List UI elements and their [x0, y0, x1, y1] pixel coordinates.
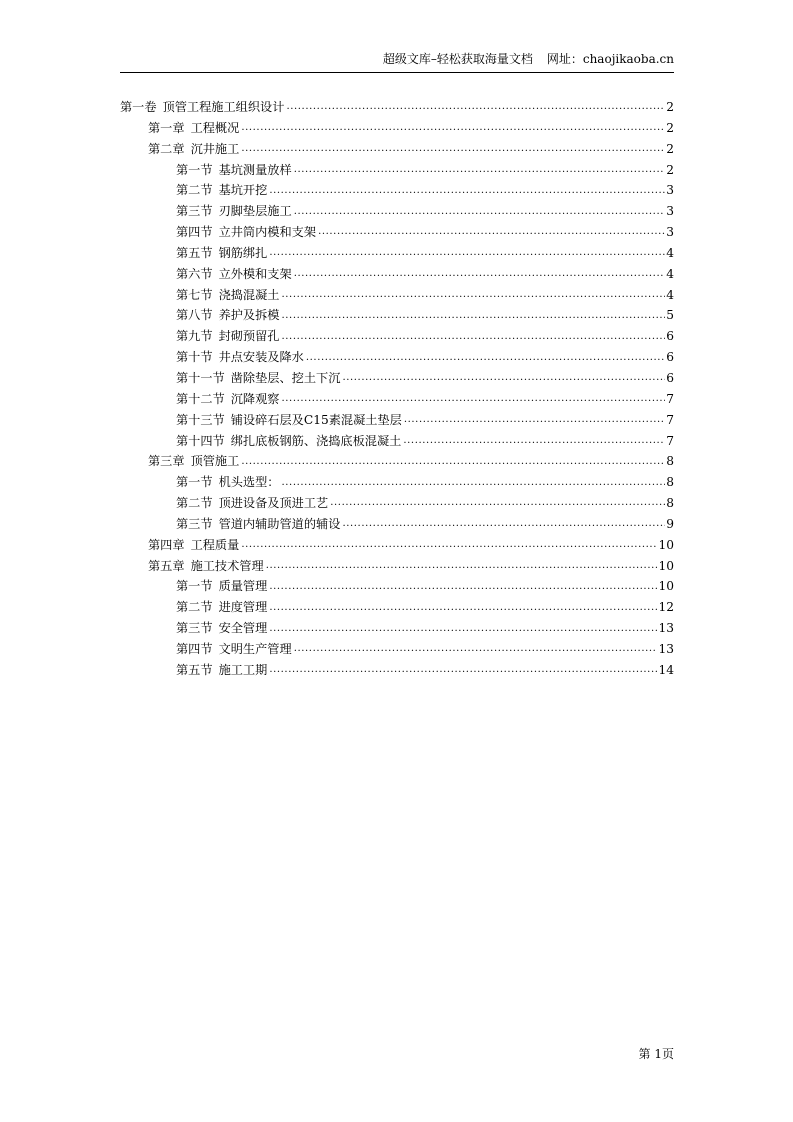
toc-entry-page: 12	[658, 600, 674, 615]
toc-entry[interactable]	[120, 180, 674, 201]
toc-entry[interactable]	[120, 660, 674, 681]
toc-entry[interactable]	[120, 285, 674, 306]
header-url[interactable]: chaojikaoba.cn	[582, 52, 674, 66]
toc-entry-title: 凿除垫层、挖土下沉	[230, 370, 341, 385]
toc-entry[interactable]	[120, 576, 674, 597]
toc-entry-page: 10	[658, 579, 674, 594]
toc-entry-number: 第三节	[176, 621, 213, 636]
toc-entry-number: 第一节	[176, 475, 213, 490]
toc-entry-page: 2	[666, 141, 674, 156]
toc-entry-page: 10	[658, 558, 674, 573]
toc-entry[interactable]	[120, 535, 674, 556]
toc-entry-title: 绑扎底板钢筋、浇捣底板混凝土	[230, 433, 402, 448]
page-header	[120, 50, 674, 73]
toc-dot-leader	[342, 517, 665, 531]
toc-entry-page: 7	[666, 391, 674, 406]
toc-entry-page: 3	[666, 183, 674, 198]
toc-entry[interactable]	[120, 326, 674, 347]
toc-entry[interactable]	[120, 264, 674, 285]
toc-dot-leader	[269, 580, 657, 594]
toc-entry-number: 第十节	[176, 350, 213, 365]
header-url-label: 网址：	[546, 52, 583, 66]
toc-entry-title: 立外模和支架	[218, 266, 292, 281]
toc-entry-page: 8	[666, 454, 674, 469]
header-site-name: 超级文库–轻松获取海量文档	[382, 52, 533, 66]
toc-dot-leader	[241, 538, 657, 552]
toc-entry-page: 8	[666, 496, 674, 511]
toc-entry-title: 顶管施工	[190, 454, 240, 469]
toc-entry-page: 3	[666, 225, 674, 240]
toc-entry-number: 第一节	[176, 579, 213, 594]
toc-entry-title: 井点安装及降水	[218, 350, 304, 365]
toc-entry[interactable]	[120, 160, 674, 181]
toc-dot-leader	[286, 100, 665, 114]
toc-entry[interactable]	[120, 410, 674, 431]
toc-dot-leader	[241, 121, 665, 135]
toc-entry-number: 第九节	[176, 329, 213, 344]
toc-entry-page: 2	[666, 120, 674, 135]
toc-entry-number: 第三节	[176, 204, 213, 219]
toc-entry[interactable]	[120, 514, 674, 535]
toc-entry[interactable]	[120, 305, 674, 326]
toc-entry-title: 沉降观察	[230, 391, 280, 406]
toc-entry[interactable]	[120, 639, 674, 660]
toc-entry-number: 第十二节	[176, 391, 225, 406]
toc-entry[interactable]	[120, 97, 674, 118]
toc-dot-leader	[282, 288, 666, 302]
toc-entry-title: 浇捣混凝土	[218, 287, 280, 302]
toc-entry-page: 14	[658, 662, 674, 677]
toc-entry-number: 第十四节	[176, 433, 225, 448]
toc-entry-number: 第三节	[176, 516, 213, 531]
toc-entry-page: 13	[658, 621, 674, 636]
toc-dot-leader	[269, 184, 665, 198]
toc-dot-leader	[342, 371, 665, 385]
toc-entry-title: 施工技术管理	[190, 558, 264, 573]
toc-entry-number: 第一节	[176, 162, 213, 177]
toc-entry[interactable]	[120, 389, 674, 410]
toc-entry[interactable]	[120, 222, 674, 243]
toc-entry-title: 顶管工程施工组织设计	[162, 100, 285, 114]
toc-entry[interactable]	[120, 368, 674, 389]
toc-entry-page: 7	[666, 433, 674, 448]
toc-dot-leader	[241, 142, 665, 156]
toc-entry-title: 基坑开挖	[218, 183, 268, 198]
toc-entry-number: 第一卷	[120, 100, 157, 114]
toc-entry-page: 6	[666, 370, 674, 385]
toc-dot-leader	[282, 330, 666, 344]
toc-dot-leader	[282, 476, 666, 490]
toc-entry-title: 沉井施工	[190, 141, 240, 156]
toc-dot-leader	[282, 309, 666, 323]
toc-entry-number: 第四节	[176, 641, 213, 656]
toc-entry-title: 养护及拆模	[218, 308, 280, 323]
toc-entry-number: 第十三节	[176, 412, 225, 427]
toc-dot-leader	[294, 205, 666, 219]
toc-entry-page: 5	[666, 308, 674, 323]
toc-entry-page: 4	[666, 266, 674, 281]
toc-entry-title: 工程概况	[190, 120, 240, 135]
toc-entry-number: 第六节	[176, 266, 213, 281]
toc-entry-number: 第二节	[176, 600, 213, 615]
toc-dot-leader	[294, 642, 658, 656]
toc-entry-number: 第一章	[148, 120, 185, 135]
toc-entry[interactable]	[120, 451, 674, 472]
toc-dot-leader	[403, 434, 665, 448]
toc-entry[interactable]	[120, 556, 674, 577]
toc-entry[interactable]	[120, 431, 674, 452]
toc-dot-leader	[294, 163, 666, 177]
toc-entry-title: 进度管理	[218, 600, 268, 615]
toc-entry-title: 工程质量	[190, 537, 240, 552]
toc-entry-number: 第十一节	[176, 370, 225, 385]
toc-entry-title: 基坑测量放样	[218, 162, 292, 177]
toc-dot-leader	[294, 267, 666, 281]
toc-dot-leader	[266, 559, 658, 573]
table-of-contents	[120, 97, 674, 681]
toc-entry-title: 施工工期	[218, 662, 268, 677]
toc-entry[interactable]	[120, 139, 674, 160]
toc-entry-title: 管道内辅助管道的辅设	[218, 516, 341, 531]
toc-entry[interactable]	[120, 118, 674, 139]
toc-entry-page: 6	[666, 329, 674, 344]
toc-entry-title: 立井筒内模和支架	[218, 225, 317, 240]
toc-entry-page: 3	[666, 204, 674, 219]
toc-entry-title: 封砌预留孔	[218, 329, 280, 344]
toc-entry-page: 10	[658, 537, 674, 552]
toc-dot-leader	[269, 601, 657, 615]
toc-entry-title: 钢筋绑扎	[218, 245, 268, 260]
toc-entry-number: 第四节	[176, 225, 213, 240]
toc-entry-page: 4	[666, 287, 674, 302]
toc-entry-number: 第四章	[148, 537, 185, 552]
toc-entry-title: 安全管理	[218, 621, 268, 636]
toc-entry-page: 9	[666, 516, 674, 531]
toc-entry-title: 铺设碎石层及C15素混凝土垫层	[230, 412, 402, 427]
toc-entry-number: 第八节	[176, 308, 213, 323]
toc-entry[interactable]	[120, 347, 674, 368]
toc-dot-leader	[269, 663, 657, 677]
toc-entry-page: 2	[666, 100, 674, 114]
toc-entry-page: 6	[666, 350, 674, 365]
toc-entry-page: 8	[666, 475, 674, 490]
toc-entry-number: 第二节	[176, 496, 213, 511]
toc-entry[interactable]	[120, 201, 674, 222]
toc-entry-number: 第二节	[176, 183, 213, 198]
toc-entry[interactable]	[120, 472, 674, 493]
toc-entry[interactable]	[120, 618, 674, 639]
toc-entry[interactable]	[120, 597, 674, 618]
toc-entry[interactable]	[120, 493, 674, 514]
toc-entry-page: 13	[658, 641, 674, 656]
toc-dot-leader	[282, 392, 666, 406]
toc-entry-number: 第二章	[148, 141, 185, 156]
toc-entry-page: 2	[666, 162, 674, 177]
toc-dot-leader	[330, 496, 665, 510]
toc-entry-title: 顶进设备及顶进工艺	[218, 496, 329, 511]
toc-dot-leader	[241, 455, 665, 469]
toc-entry[interactable]	[120, 243, 674, 264]
toc-entry-number: 第五节	[176, 662, 213, 677]
toc-entry-number: 第七节	[176, 287, 213, 302]
toc-dot-leader	[306, 351, 665, 365]
toc-entry-page: 4	[666, 245, 674, 260]
toc-dot-leader	[404, 413, 665, 427]
toc-entry-title: 机头选型：	[218, 475, 280, 490]
toc-dot-leader	[269, 246, 665, 260]
page-number: 第 1页	[638, 1047, 674, 1061]
toc-entry-page: 7	[666, 412, 674, 427]
toc-entry-number: 第三章	[148, 454, 185, 469]
toc-entry-title: 文明生产管理	[218, 641, 292, 656]
toc-entry-title: 刃脚垫层施工	[218, 204, 292, 219]
toc-dot-leader	[269, 622, 657, 636]
toc-entry-title: 质量管理	[218, 579, 268, 594]
toc-dot-leader	[318, 225, 665, 239]
toc-entry-number: 第五章	[148, 558, 185, 573]
toc-entry-number: 第五节	[176, 245, 213, 260]
